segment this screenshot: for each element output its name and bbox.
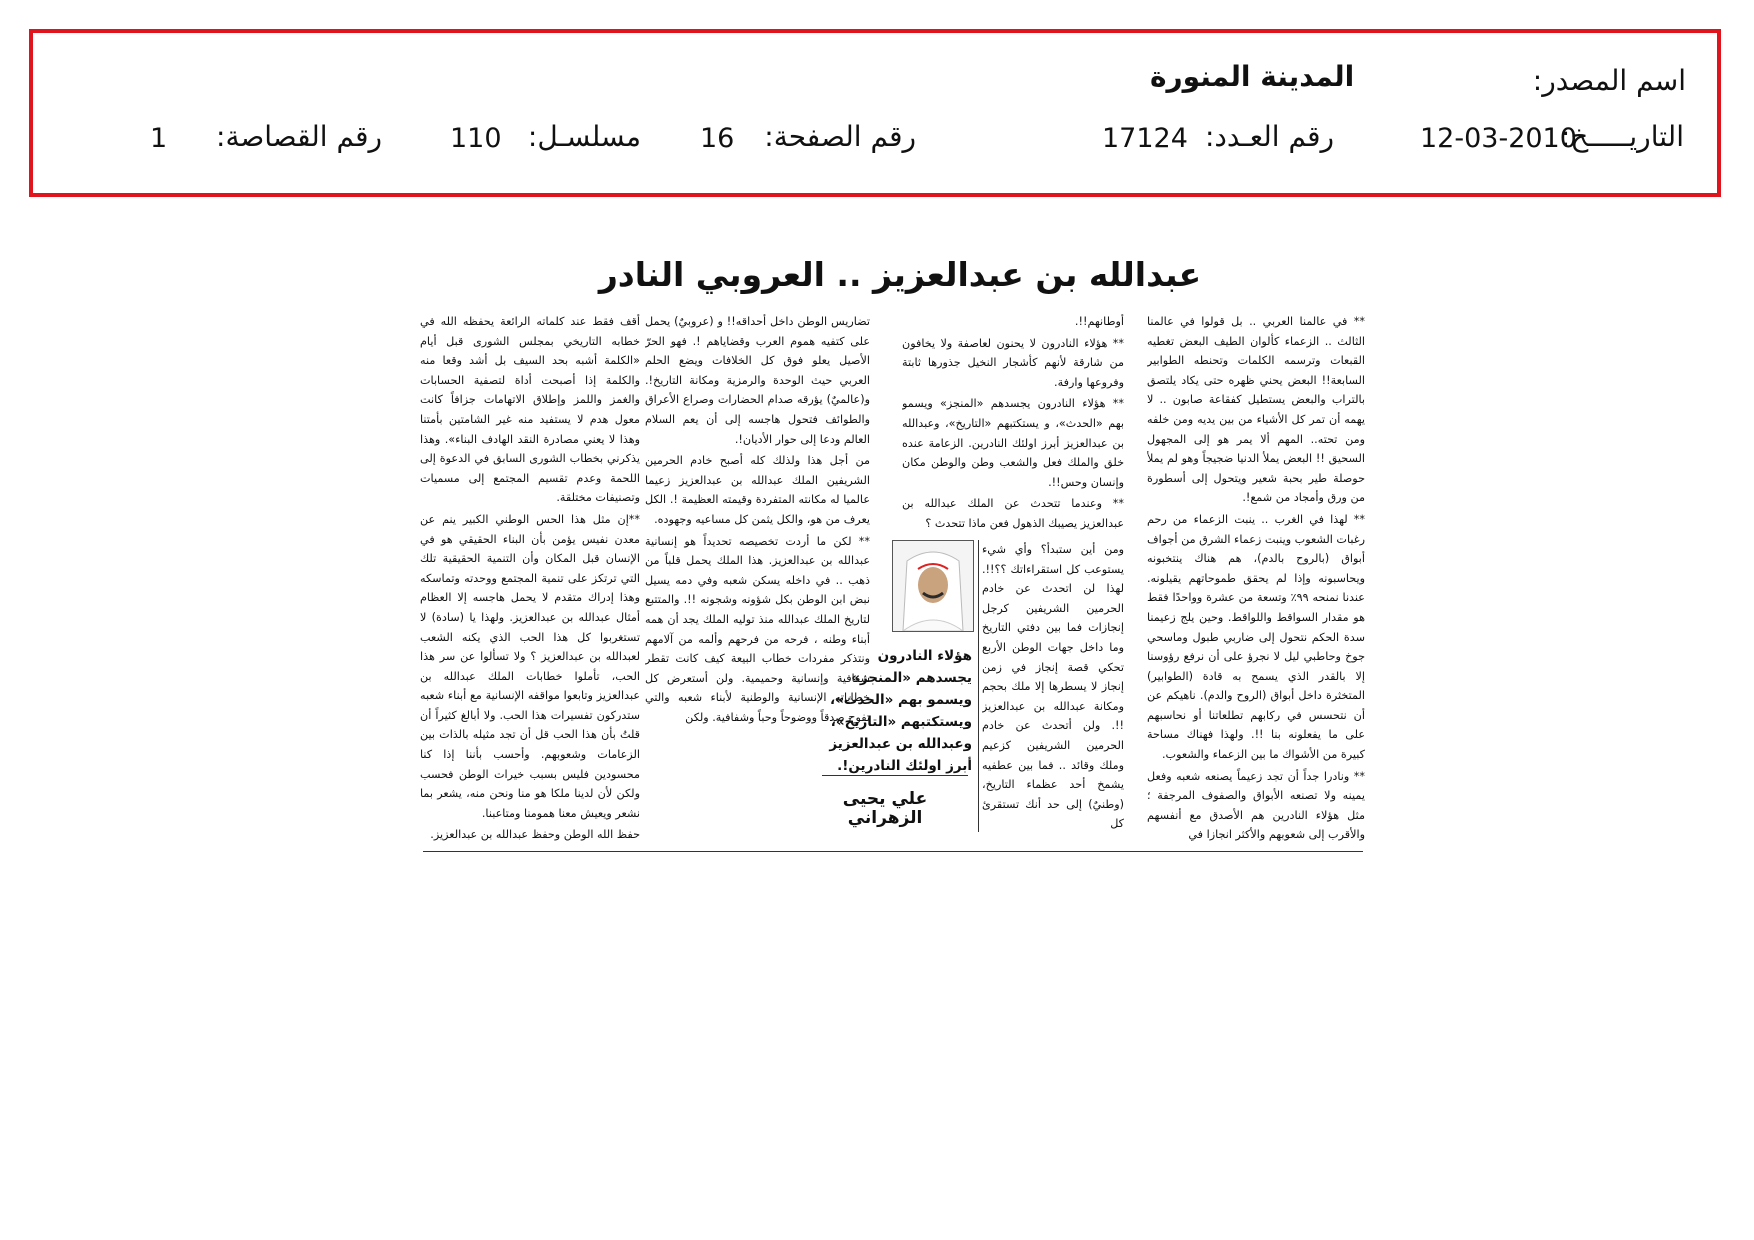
serial-label: مسلسـل: (527, 120, 641, 153)
article-column-1 (1147, 312, 1365, 852)
paragraph: حفظ الله الوطن وحفظ عبدالله بن عبدالعزيز. (430, 828, 640, 842)
paragraph: ** ونادرا جداً أن تجد زعيماً يصنعه شعبه وفعل يمينه ولا تصنعه الأبواق والصفوف المرجفة ؛ مثل هؤلاء النادرين هم الأصدق مع أنفسهم والأقرب إلى شعوبهم والأكثر انجازا في (1147, 769, 1365, 842)
metadata-box (29, 29, 1721, 197)
paragraph: ** هؤلاء النادرون يجسدهم «المنجز» ويسمو بهم «الحدث»، و يستكتبهم «التاريخ»، وعبدالله بن عبدالعزيز أبرز اولئك النادرين. الزعامة عنده خلق والملك فعل والشعب وطن والوطن مكان وإنسان وحس!!. (902, 397, 1124, 489)
paragraph: ** في عالمنا العربي .. بل قولوا في عالمنا الثالث .. الزعماء كألوان الطيف البعض تغطيه القبعات وترسمه الكلمات وتحنطه الطوابير السابعة!! البعض يحني ظهره حتى يكاد يلتصق بالتراب والبعض يستطيل كفقاعة صابون .. لا يهمه أن تمر كل الأشياء من بين يديه ومن خلفه ومن تحته.. المهم ألا يمر هو إلى المجهول السحيق !! البعض يملأ الدنيا ضجيجاً وهو لم يملأ حوصلة طير بحبة شعير ويتحول إلى أسطورة من ورق وأمجاد من شمع!. (1147, 315, 1365, 505)
serial-value: 110 (450, 123, 502, 154)
clip-value: 1 (150, 123, 168, 154)
paragraph: ** وعندما تتحدث عن الملك عبدالله بن عبدالعزيز يصيبك الذهول فعن ماذا تتحدث ؟ (902, 497, 1124, 530)
pull-quote: هؤلاء النادرون يجسدهم «المنجز» ويسمو بهم «الحدث»، ويستكتبهم «التاريخ»، وعبدالله بن عبدالعزيز أبرز اولئك النادرين!. (829, 648, 972, 774)
issue-label: رقم العـدد: (1204, 120, 1334, 153)
date-value: 12-03-2010 (1420, 123, 1577, 154)
issue-value: 17124 (1102, 123, 1188, 154)
author-photo (892, 540, 974, 632)
paragraph: من أجل هذا ولذلك كله أصبح خادم الحرمين الشريفين الملك عبدالله بن عبدالعزيز زعيما عالميا له مكانته المتفردة وقيمته العظيمة !. الكل يعرف من هو، والكل يثمن كل مساعيه وجهوده. (645, 454, 870, 526)
source-label: اسم المصدر: (1532, 64, 1686, 97)
author-photo-icon (893, 541, 973, 631)
date-label: التاريـــــخ: (1560, 120, 1684, 153)
paragraph: أوطانهم!!. (1074, 315, 1124, 328)
article-column-2-continued (982, 540, 1124, 840)
paragraph: ** لهذا في الغرب .. ينبت الزعماء من رحم رغبات الشعوب وينبت زعماء الشرق من أجواف أبواق (بالروح بالدم)، هم هناك ينتخبونه ويحاسبونه وإذا لم يحقق طموحاتهم يقيلونه. عندنا نمنحه ٩٩٪ وتسعة من عشرة وواحدًا فقط هو مقدار السواقط واللواقط. وحين يلج زعيمنا سدة الحكم نتحول إلى ضاربي طبول وماسحي جوخ وحاطبي ليل لا نجرؤ على أن نرفع رؤوسنا إلا بالقدر الذي يسمح به قادة (الطوابير) المتخثرة داخل أبواق (الروح والدم). ناهيكم عن أن نتحسس في ركابهم تطلعاتنا أو نحاسبهم على ما يفعلونه بنا !!. ولهذا فهناك مساحة كبيرة من الأشواك ما بين الزعماء والشعوب. (1147, 512, 1365, 762)
paragraph: ** لكن ما أردت تخصيصه تحديداً هو إنسانية عبدالله بن عبدالعزيز. هذا الملك يحمل قلباً من ذهب .. في داخله يسكن شعبه وفي دمه يسيل نبض ابن الوطن بكل شؤونه وشجونه !!. والمتتبع لتاريخ الملك عبدالله منذ توليه الملك يجد أن همه أبناء وطنه ، فرحه من فرحهم وألمه من آلامهم ونتذكر مفردات خطاب البيعة كيف كانت تقطر شفافية وإنسانية وحميمية. ولن أستعرض كل خطاباته الإنسانية والوطنية لأبناء شعبه والتي تفوح صدقاً ووضوحاً وحباً وشفافية. ولكن (645, 534, 870, 724)
page-label: رقم الصفحة: (764, 120, 916, 153)
paragraph: ومن أين ستبدأ؟ وأي شيء يستوعب كل استقراءاتك ؟؟!!. لهذا لن اتحدث عن خادم الحرمين الشريفين كرجل إنجازات فما بين دفتي التاريخ وما داخل جهات الوطن الأربع تحكي قصة إنجاز في زمن إنجاز لا يسطرها إلا ملك بحجم ومكانة عبدالله بن عبدالعزيز !!. ولن أتحدث عن خادم الحرمين الشريفين كزعيم وملك وقائد .. فما بين عطفيه يشمخ أحد عظماء التاريخ، (وطنيٌ) إلى حد أنك تستقرئ كل (982, 543, 1124, 831)
article-column-4 (420, 312, 640, 852)
article-bottom-rule (423, 851, 1363, 852)
article-headline: عبدالله بن عبدالعزيز .. العروبي النادر (598, 255, 1202, 294)
source-value: المدينة المنورة (1150, 60, 1355, 93)
paragraph: أقف فقط عند كلماته الرائعة يحفظه الله في خطابه التاريخي بمجلس الشورى قبل أيام «الكلمة أشبه بحد السيف بل أشد وقعا منه والكلمة إذا أصبحت أداة لتصفية الحسابات والغمز واللمز وإطلاق الاتهامات جزافاً كانت معول هدم لا يستفيد منه غير الشامتين بأمتنا وهذا لا يعني مصادرة النقد الهادف البناء». وهذا يذكرني بخطاب الشورى السابق في الدعوة إلى اللحمة وعدم تقسيم المجتمع إلى مسميات وتصنيفات مختلقة. (420, 315, 640, 505)
column-divider (978, 540, 979, 832)
page-value: 16 (700, 123, 735, 154)
paragraph: **إن مثل هذا الحس الوطني الكبير ينم عن معدن نفيس يؤمن بأن البناء الحقيقي هو في الإنسان قبل المكان وأن التنمية الحقيقية تلك التي ترتكز على تنمية المجتمع ووحدته وتماسكه وهذا إدراك متقدم لا يحمل هاجسه إلا العظام أمثال عبدالله بن عبدالعزيز. ولهذا يا (سادة) لا تستغربوا كل هذا الحب الذي يكنه الشعب لعبدالله بن عبدالعزيز ؟ ولا تسألوا عن سر هذا الحب، تأملوا خطابات الملك عبدالله بن عبدالعزيز وتابعوا مواقفه الإنسانية مع أبناء شعبه ستدركون تفسيرات هذا الحب. ولا أبالغ كثيراً أن قلتُ بأن هذا الحب قل أن تجد مثيله بالذات بين الزعامات وشعوبهم. وأحسب بأننا إذا كنا محسودين فليس بسبب خيرات الوطن فحسب ولكن لأن لدينا ملكا هو منا ونحن منه، يشعر بما نشعر ويعيش معنا همومنا ومتاعبنا. (420, 512, 640, 820)
author-signature: علي يحيى الزهراني (842, 789, 928, 828)
paragraph: تضاريس الوطن داخل أحداقه!! و (عروبيٌ) يحمل على كتفيه هموم العرب وقضاياهم !. فهو الحرّ الأصيل يعلو فوق كل الخلافات ويضع الحلم العربي حيث الوحدة والرمزية ومكانة التاريخ!. و(عالميٌ) يؤرقه صدام الحضارات وصراع الأعراق والطوائف فتحول هاجسه إلى أن يعم السلام العالم ودعا إلى حوار الأديان!. (645, 315, 870, 446)
paragraph: ** هؤلاء النادرون لا يحنون لعاصفة ولا يخافون من شارقة لأنهم كأشجار النخيل جذورها ثابتة وفروعها وارفة. (902, 336, 1124, 389)
clip-label: رقم القصاصة: (216, 120, 382, 153)
article-column-2 (902, 312, 1124, 540)
article-column-3 (645, 312, 870, 852)
